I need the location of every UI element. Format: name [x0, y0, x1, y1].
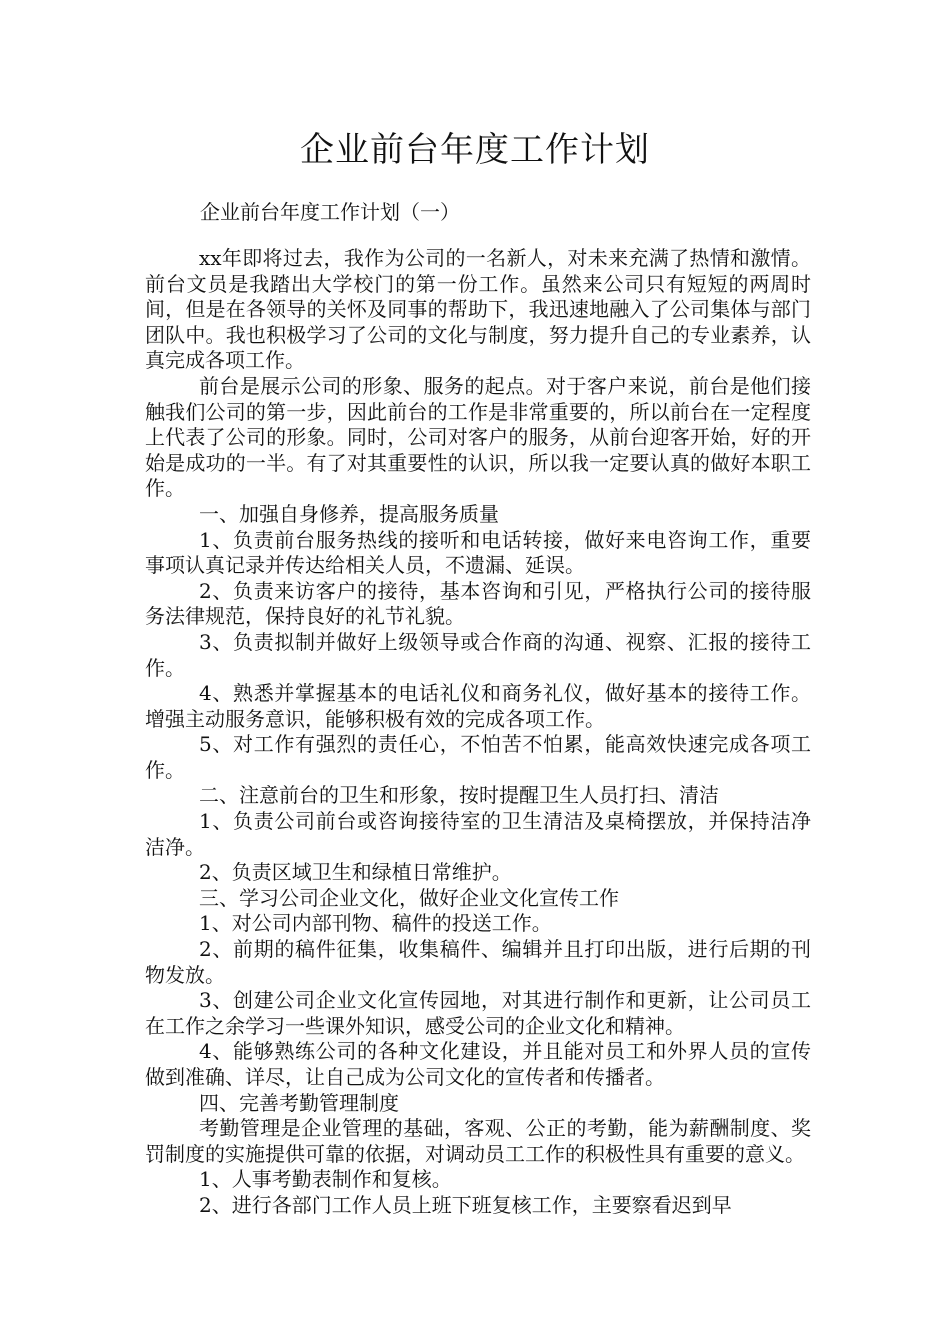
- section-heading: 三、学习公司企业文化，做好企业文化宣传工作: [199, 885, 619, 910]
- section-heading: 四、完善考勤管理制度: [199, 1090, 399, 1115]
- list-item: 4、熟悉并掌握基本的电话礼仪和商务礼仪，做好基本的接待工作。增强主动服务意识，能够积极有效的完成各项工作。: [145, 681, 811, 731]
- list-item: 5、对工作有强烈的责任心，不怕苦不怕累，能高效快速完成各项工作。: [145, 732, 811, 782]
- list-item: 2、负责区域卫生和绿植日常维护。: [199, 860, 512, 885]
- paragraph: xx年即将过去，我作为公司的一名新人，对未来充满了热情和激情。前台文员是我踏出大学校门的第一份工作。虽然来公司只有短短的两周时间，但是在各领导的关怀及同事的帮助下，我迅速地融入了公司集体与部门团队中。我也积极学习了公司的文化与制度，努力提升自己的专业素养，认真完成各项工作。: [145, 246, 811, 373]
- section-heading: 二、注意前台的卫生和形象，按时提醒卫生人员打扫、清洁: [199, 783, 719, 808]
- document-subtitle: 企业前台年度工作计划（一）: [200, 200, 460, 224]
- document-title: 企业前台年度工作计划: [300, 130, 650, 170]
- paragraph: 考勤管理是企业管理的基础，客观、公正的考勤，能为薪酬制度、奖罚制度的实施提供可靠的依据，对调动员工工作的积极性具有重要的意义。: [145, 1116, 811, 1166]
- list-item: 1、负责前台服务热线的接听和电话转接，做好来电咨询工作，重要事项认真记录并传达给相关人员，不遗漏、延误。: [145, 527, 811, 578]
- list-item: 2、进行各部门工作人员上班下班复核工作，主要察看迟到早: [199, 1192, 732, 1217]
- list-item: 1、负责公司前台或咨询接待室的卫生清洁及桌椅摆放，并保持洁净洁净。: [145, 809, 811, 859]
- list-item: 2、负责来访客户的接待，基本咨询和引见，严格执行公司的接待服务法律规范，保持良好的礼节礼貌。: [145, 578, 811, 629]
- document-body: [145, 246, 811, 1219]
- list-item: 1、人事考勤表制作和复核。: [199, 1167, 452, 1192]
- paragraph: 前台是展示公司的形象、服务的起点。对于客户来说，前台是他们接触我们公司的第一步，因此前台的工作是非常重要的，所以前台在一定程度上代表了公司的形象。同时，公司对客户的服务，从前台迎客开始，好的开始是成功的一半。有了对其重要性的认识，所以我一定要认真的做好本职工作。: [145, 373, 811, 501]
- list-item: 3、创建公司企业文化宣传园地，对其进行制作和更新，让公司员工在工作之余学习一些课外知识，感受公司的企业文化和精神。: [145, 988, 811, 1038]
- list-item: 3、负责拟制并做好上级领导或合作商的沟通、视察、汇报的接待工作。: [145, 629, 811, 680]
- list-item: 4、能够熟练公司的各种文化建设，并且能对员工和外界人员的宣传做到准确、详尽，让自己成为公司文化的宣传者和传播者。: [145, 1039, 811, 1089]
- list-item: 1、对公司内部刊物、稿件的投送工作。: [199, 911, 552, 936]
- list-item: 2、前期的稿件征集，收集稿件、编辑并且打印出版，进行后期的刊物发放。: [145, 937, 811, 987]
- section-heading: 一、加强自身修养，提高服务质量: [199, 501, 499, 526]
